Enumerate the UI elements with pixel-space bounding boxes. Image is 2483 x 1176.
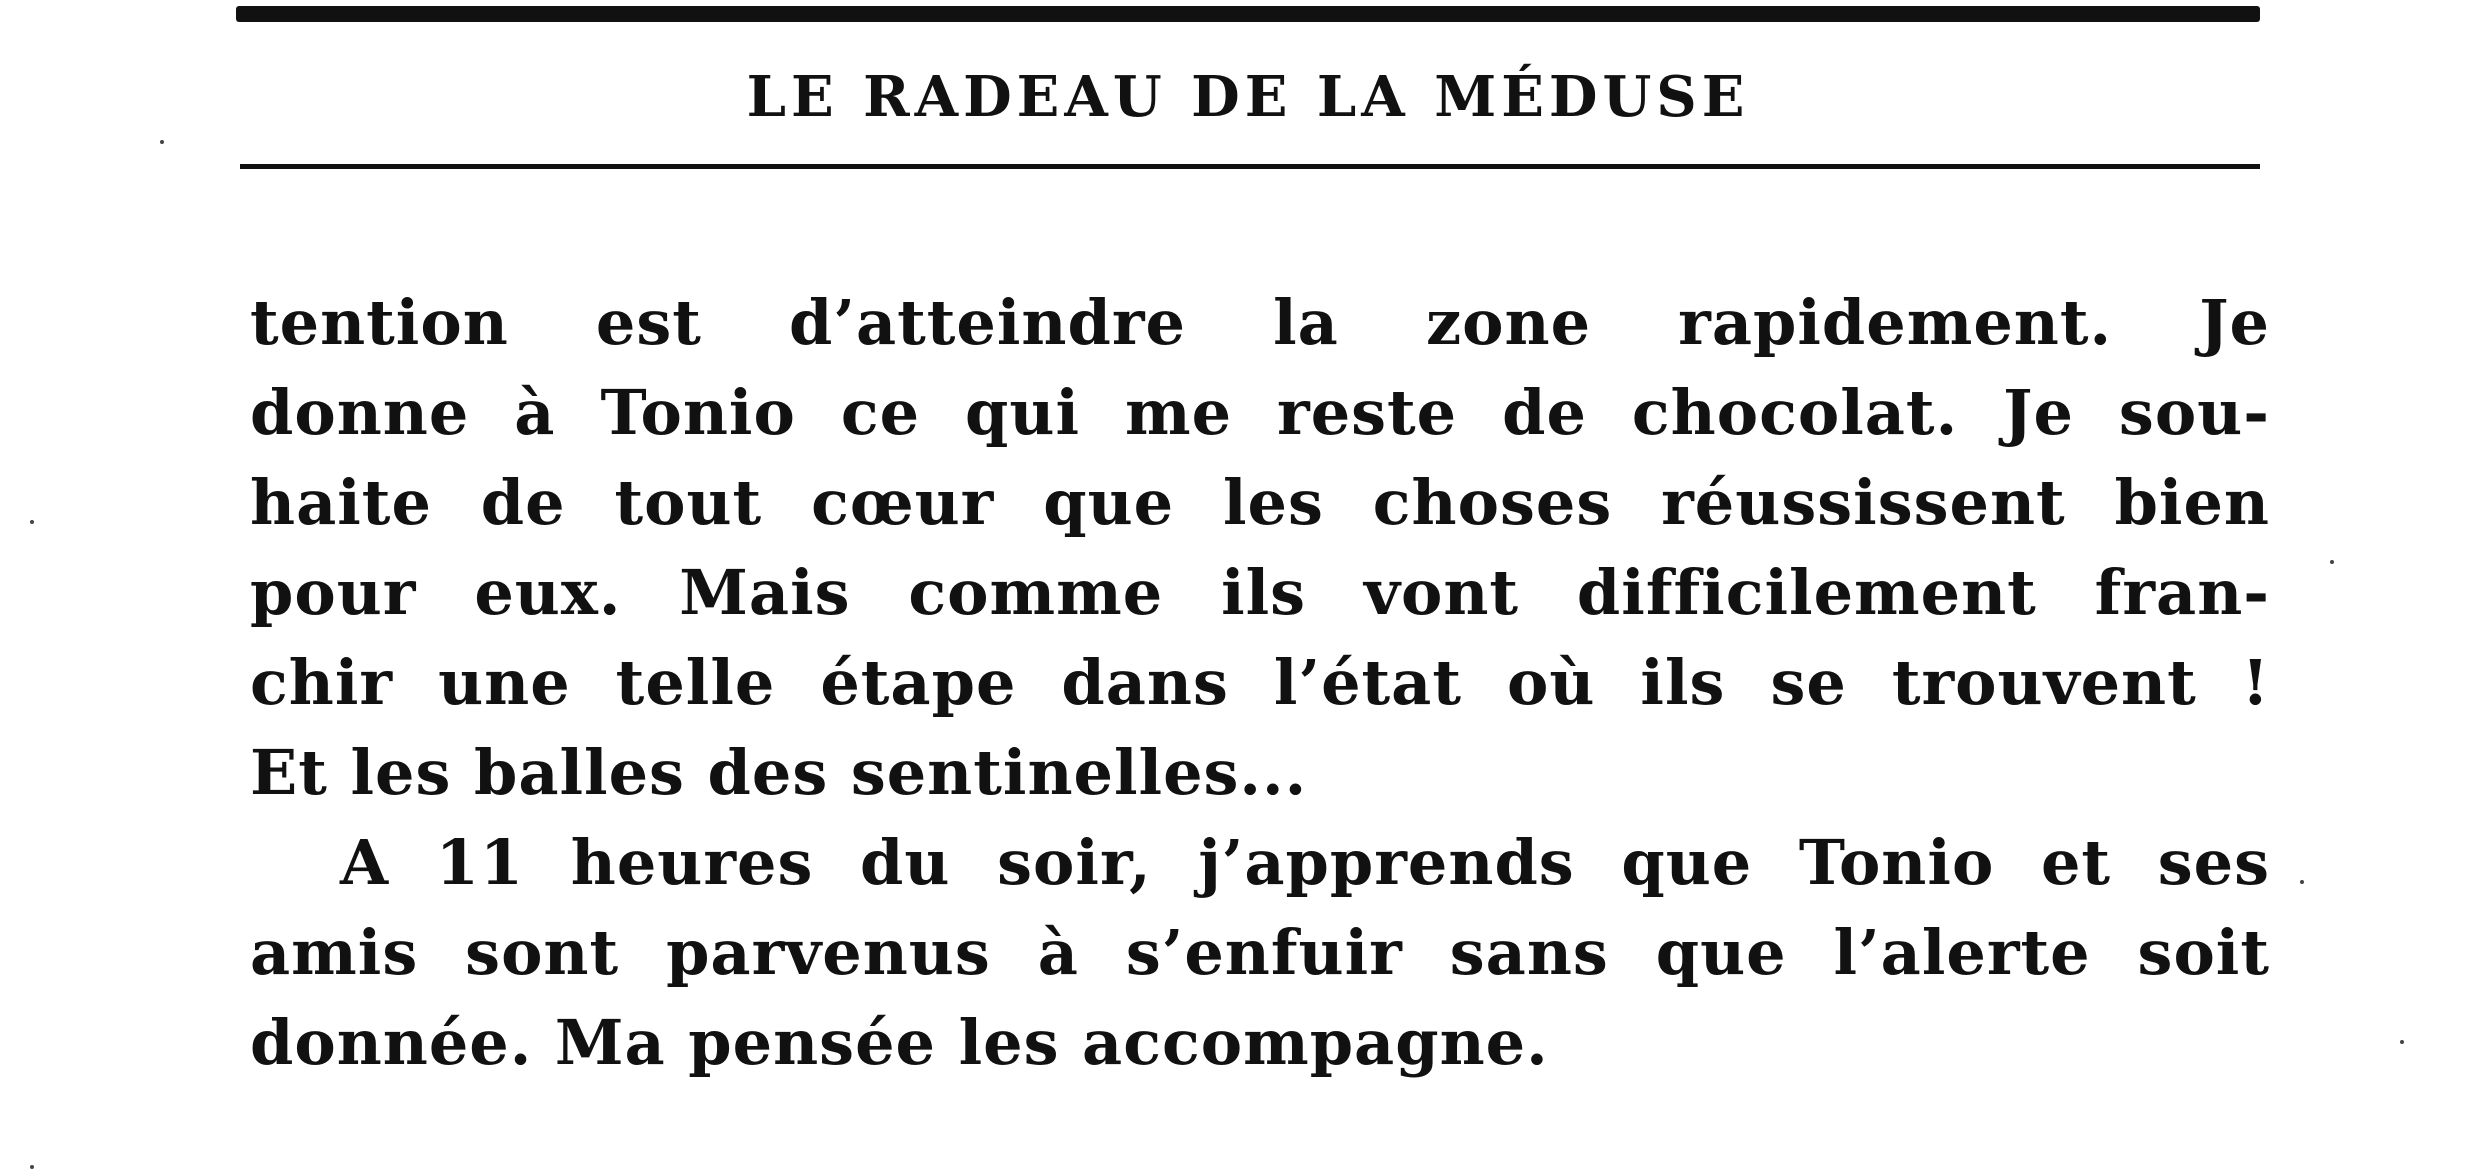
- scan-speck: [2400, 1040, 2404, 1044]
- scan-speck: [30, 1165, 34, 1169]
- text-line: Et les balles des sentinelles...: [250, 736, 1308, 809]
- scan-speck: [2330, 560, 2334, 564]
- scan-speck: [160, 140, 164, 144]
- text-line: tention est d’atteindre la zone rapidement. Je: [250, 286, 2270, 359]
- text-line: pour eux. Mais comme ils vont difficilement fran-: [250, 556, 2270, 629]
- header-rule: [240, 164, 2260, 169]
- scan-speck: [2300, 880, 2304, 884]
- text-line: amis sont parvenus à s’enfuir sans que l’alerte soit: [250, 916, 2270, 989]
- paragraph-2: [250, 818, 2270, 1088]
- text-line: chir une telle étape dans l’état où ils se trouvent !: [250, 646, 2270, 719]
- running-head: LE RADEAU DE LA MÉDUSE: [746, 64, 1750, 130]
- text-line: donnée. Ma pensée les accompagne.: [250, 1006, 1549, 1079]
- scan-speck: [30, 520, 34, 524]
- paragraph-1: [250, 278, 2270, 818]
- text-line: A 11 heures du soir, j’apprends que Tonio et ses: [340, 826, 2270, 899]
- top-rule: [236, 6, 2260, 22]
- text-line: haite de tout cœur que les choses réussissent bien: [250, 466, 2270, 539]
- body-text: [250, 278, 2270, 1088]
- text-line: donne à Tonio ce qui me reste de chocolat. Je sou-: [250, 376, 2270, 449]
